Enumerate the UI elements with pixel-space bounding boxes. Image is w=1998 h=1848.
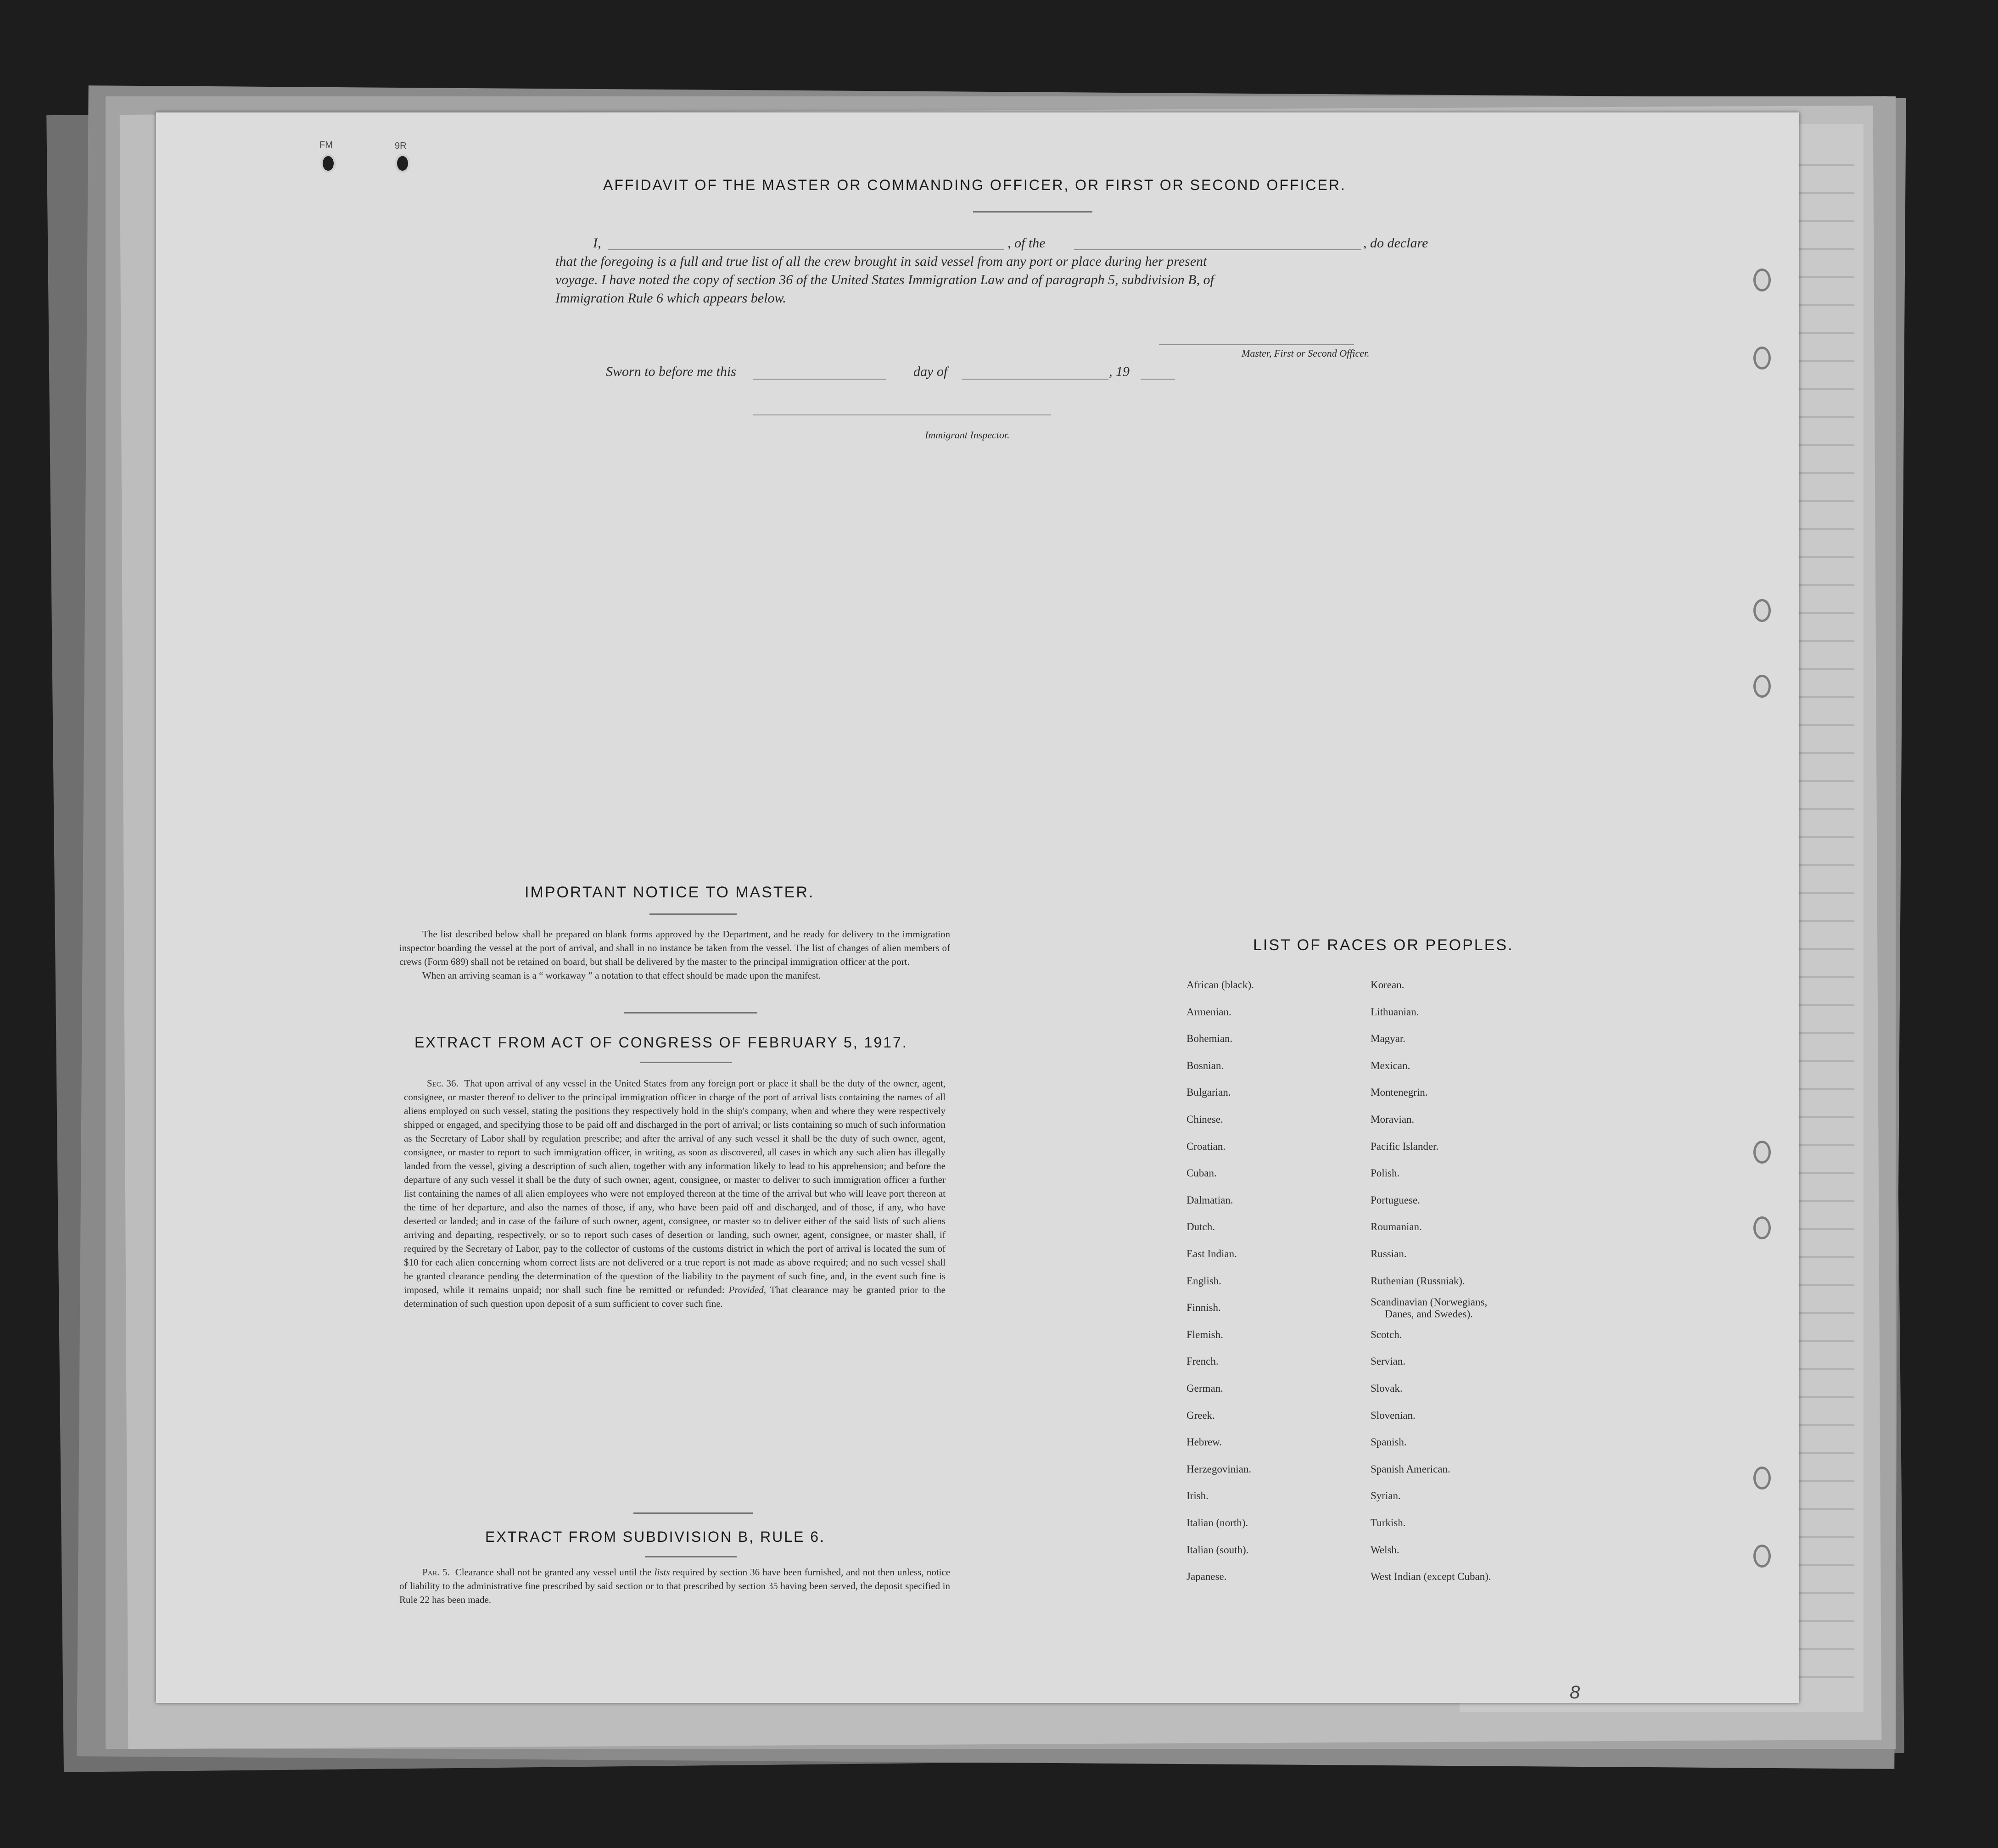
race-item: Herzegovinian.: [1186, 1463, 1252, 1475]
race-item: Bulgarian.: [1186, 1086, 1231, 1098]
divider: [640, 1062, 732, 1063]
day-of-label: day of: [913, 364, 948, 379]
race-item: Finnish.: [1186, 1302, 1221, 1314]
race-item: Lithuanian.: [1371, 1006, 1419, 1018]
affidavit-body-line: Immigration Rule 6 which appears below.: [555, 291, 786, 306]
document-page: [156, 112, 1799, 1703]
race-item: Ruthenian (Russniak).: [1371, 1275, 1465, 1287]
binder-hole: [320, 154, 336, 173]
divider: [973, 211, 1092, 213]
page-mark: FM: [319, 140, 333, 150]
binder-hole: [1753, 675, 1771, 698]
rule-text: Clearance shall not be granted any vessel until the: [455, 1567, 652, 1578]
name-blank-line: [608, 249, 1004, 250]
affidavit-declare-label: , do declare: [1363, 235, 1428, 251]
binder-hole: [1753, 1545, 1771, 1568]
race-item: Moravian.: [1371, 1114, 1415, 1125]
proviso-text: That clearance may be granted prior to the determination of such question upon deposit of a sum sufficient to cover such fine.: [404, 1284, 946, 1309]
inspector-signature-line: [753, 414, 1051, 415]
divider: [624, 1012, 757, 1014]
race-item: Montenegrin.: [1371, 1086, 1428, 1098]
race-item: Italian (north).: [1186, 1517, 1248, 1529]
signature-line: [1159, 344, 1354, 345]
notice-body: [399, 927, 950, 982]
race-item: Syrian.: [1371, 1490, 1401, 1502]
sworn-year-blank-line: [1141, 379, 1175, 380]
race-item: Dutch.: [1186, 1221, 1215, 1233]
race-item: Scotch.: [1371, 1328, 1402, 1340]
race-item: Chinese.: [1186, 1114, 1223, 1125]
inspector-caption: Immigrant Inspector.: [925, 429, 1010, 441]
race-item: Roumanian.: [1371, 1221, 1422, 1233]
race-item: Turkish.: [1371, 1517, 1406, 1529]
binder-hole: [1753, 599, 1771, 622]
notice-paragraph: The list described below shall be prepared on blank forms approved by the Department, and be ready for delivery to the immigration inspector boarding the vessel at the port of arrival, and shall in no instance be taken from the vessel. The list of changes of alien members of crews (Form 689) shall not be retained on board, but shall be delivered by the master to the principal immigration officer at the port.: [399, 929, 950, 967]
race-item: Servian.: [1371, 1355, 1406, 1367]
sworn-day-blank-line: [753, 379, 886, 380]
race-item: African (black).: [1186, 979, 1254, 991]
race-item: Welsh.: [1371, 1544, 1399, 1556]
race-item: Cuban.: [1186, 1167, 1217, 1179]
race-item: Magyar.: [1371, 1033, 1406, 1045]
signature-caption: Master, First or Second Officer.: [1242, 347, 1370, 359]
race-item: English.: [1186, 1275, 1222, 1287]
extract-act-title: EXTRACT FROM ACT OF CONGRESS OF FEBRUARY 5, 1917.: [414, 1034, 908, 1051]
race-item: Bohemian.: [1186, 1033, 1233, 1045]
race-item: Mexican.: [1371, 1059, 1410, 1071]
race-item: German.: [1186, 1383, 1223, 1394]
sworn-label: Sworn to before me this: [606, 364, 736, 379]
race-item: Spanish.: [1371, 1436, 1407, 1448]
lists-word: lists: [654, 1567, 670, 1578]
rule-text: required by section 36 have been furnished, and not then unless, notice of liability to the administrative fine prescribed by said section or to that prescribed by section 35 having been served, the deposit specified in Rule 22 has been made.: [399, 1567, 951, 1605]
race-item: Slovak.: [1371, 1383, 1403, 1394]
race-item: Dalmatian.: [1186, 1194, 1233, 1206]
race-item: French.: [1186, 1355, 1219, 1367]
divider: [645, 1556, 737, 1557]
affidavit-title: AFFIDAVIT OF THE MASTER OR COMMANDING OFFICER, OR FIRST OR SECOND OFFICER.: [603, 177, 1346, 193]
vessel-blank-line: [1074, 249, 1361, 250]
races-title: LIST OF RACES OR PEOPLES.: [1253, 936, 1514, 954]
race-item: Korean.: [1371, 979, 1405, 991]
divider: [633, 1512, 753, 1514]
affidavit-body-line: that the foregoing is a full and true list of all the crew brought in said vessel from any port or place during her present: [555, 254, 1207, 269]
race-item: Spanish American.: [1371, 1463, 1450, 1475]
section-text: That upon arrival of any vessel in the United States from any foreign port or place it shall be the duty of the owner, agent, consignee, or master thereof to deliver to the principal immigration officer in charge of the port of arrival lists containing the names of all aliens employed on such vessel, stating the positions they respectively hold in the ship's company, when and where they were respectively shipped or engaged, and specifying those to be paid off and discharged in the port of arrival; or lists containing so much of such information as the Secretary of Labor shall by regulation prescribe; and after the arrival of any such vessel it shall be the duty of such owner, agent, consignee, or master to report to such immigration officer, in writing, as soon as discovered, all cases in which any such alien has illegally landed from the vessel, giving a description of such alien, together with any information likely to lead to his apprehension; and before the departure of any such vessel it shall be the duty of such owner, agent, consignee, or master to deliver to such immigration officer a further list containing the names of all alien employees who were not employed thereon at the time of the arrival but who will leave port thereon at the time of her departure, and also the names of those, if any, who have been paid off and discharged, and of those, if any, who have deserted or landed; and in case of the failure of such owner, agent, consignee, or master so to deliver either of the said lists of such aliens arriving and departing, respectively, or so to report such cases of desertion or landing, such owner, agent, consignee, or master shall, if required by the Secretary of Labor, pay to the collector of customs of the customs district in which the port of arrival is located the sum of $10 for each alien concerning whom correct lists are not delivered or a true report is not made as above required; and no such vessel shall be granted clearance pending the determination of the question of the liability to the payment of such fine, and, in the event such fine is imposed, while it remains unpaid; nor shall such fine be remitted or refunded:: [404, 1078, 946, 1295]
affidavit-of-the-label: , of the: [1007, 235, 1046, 251]
race-item: Russian.: [1371, 1248, 1407, 1260]
race-item: Pacific Islander.: [1371, 1140, 1439, 1152]
race-item: Japanese.: [1186, 1571, 1227, 1583]
extract-rule-title: EXTRACT FROM SUBDIVISION B, RULE 6.: [485, 1529, 825, 1545]
page-mark: 8: [1570, 1682, 1580, 1702]
affidavit-body-line: voyage. I have noted the copy of section 36 of the United States Immigration Law and of paragraph 5, subdivision B, of: [555, 272, 1214, 287]
binder-hole: [1753, 269, 1771, 291]
race-item: Flemish.: [1186, 1328, 1223, 1340]
page-mark: 9R: [395, 141, 407, 151]
underlying-ledger-lines: [1799, 138, 1854, 1698]
par-label: Par. 5.: [422, 1567, 450, 1578]
affidavit-i-label: I,: [593, 235, 601, 251]
race-item: Irish.: [1186, 1490, 1209, 1502]
binder-hole: [1753, 1467, 1771, 1490]
race-item: Croatian.: [1186, 1140, 1226, 1152]
race-item: West Indian (except Cuban).: [1371, 1571, 1491, 1583]
race-item: Slovenian.: [1371, 1409, 1416, 1421]
race-item: Greek.: [1186, 1409, 1215, 1421]
divider: [649, 913, 737, 915]
sworn-month-blank-line: [962, 379, 1108, 380]
race-item: Polish.: [1371, 1167, 1400, 1179]
binder-hole: [1753, 1141, 1771, 1164]
race-item: Italian (south).: [1186, 1544, 1249, 1556]
race-item: Portuguese.: [1371, 1194, 1420, 1206]
race-item: Hebrew.: [1186, 1436, 1222, 1448]
binder-hole: [1753, 1216, 1771, 1239]
race-item: Scandinavian (Norwegians, Danes, and Swedes).: [1371, 1296, 1488, 1320]
notice-paragraph: When an arriving seaman is a “ workaway ” a notation to that effect should be made upon the manifest.: [422, 970, 821, 981]
section-36-text: [404, 1076, 946, 1310]
race-item: Armenian.: [1186, 1006, 1231, 1018]
binder-hole: [395, 154, 410, 173]
race-item: Bosnian.: [1186, 1059, 1224, 1071]
year-label: , 19: [1109, 364, 1130, 379]
notice-title: IMPORTANT NOTICE TO MASTER.: [525, 884, 815, 901]
binder-hole: [1753, 347, 1771, 370]
section-label: Sec. 36.: [427, 1078, 459, 1089]
rule-paragraph: [399, 1565, 950, 1607]
race-item: East Indian.: [1186, 1248, 1237, 1260]
proviso-label: Provided,: [728, 1284, 766, 1295]
